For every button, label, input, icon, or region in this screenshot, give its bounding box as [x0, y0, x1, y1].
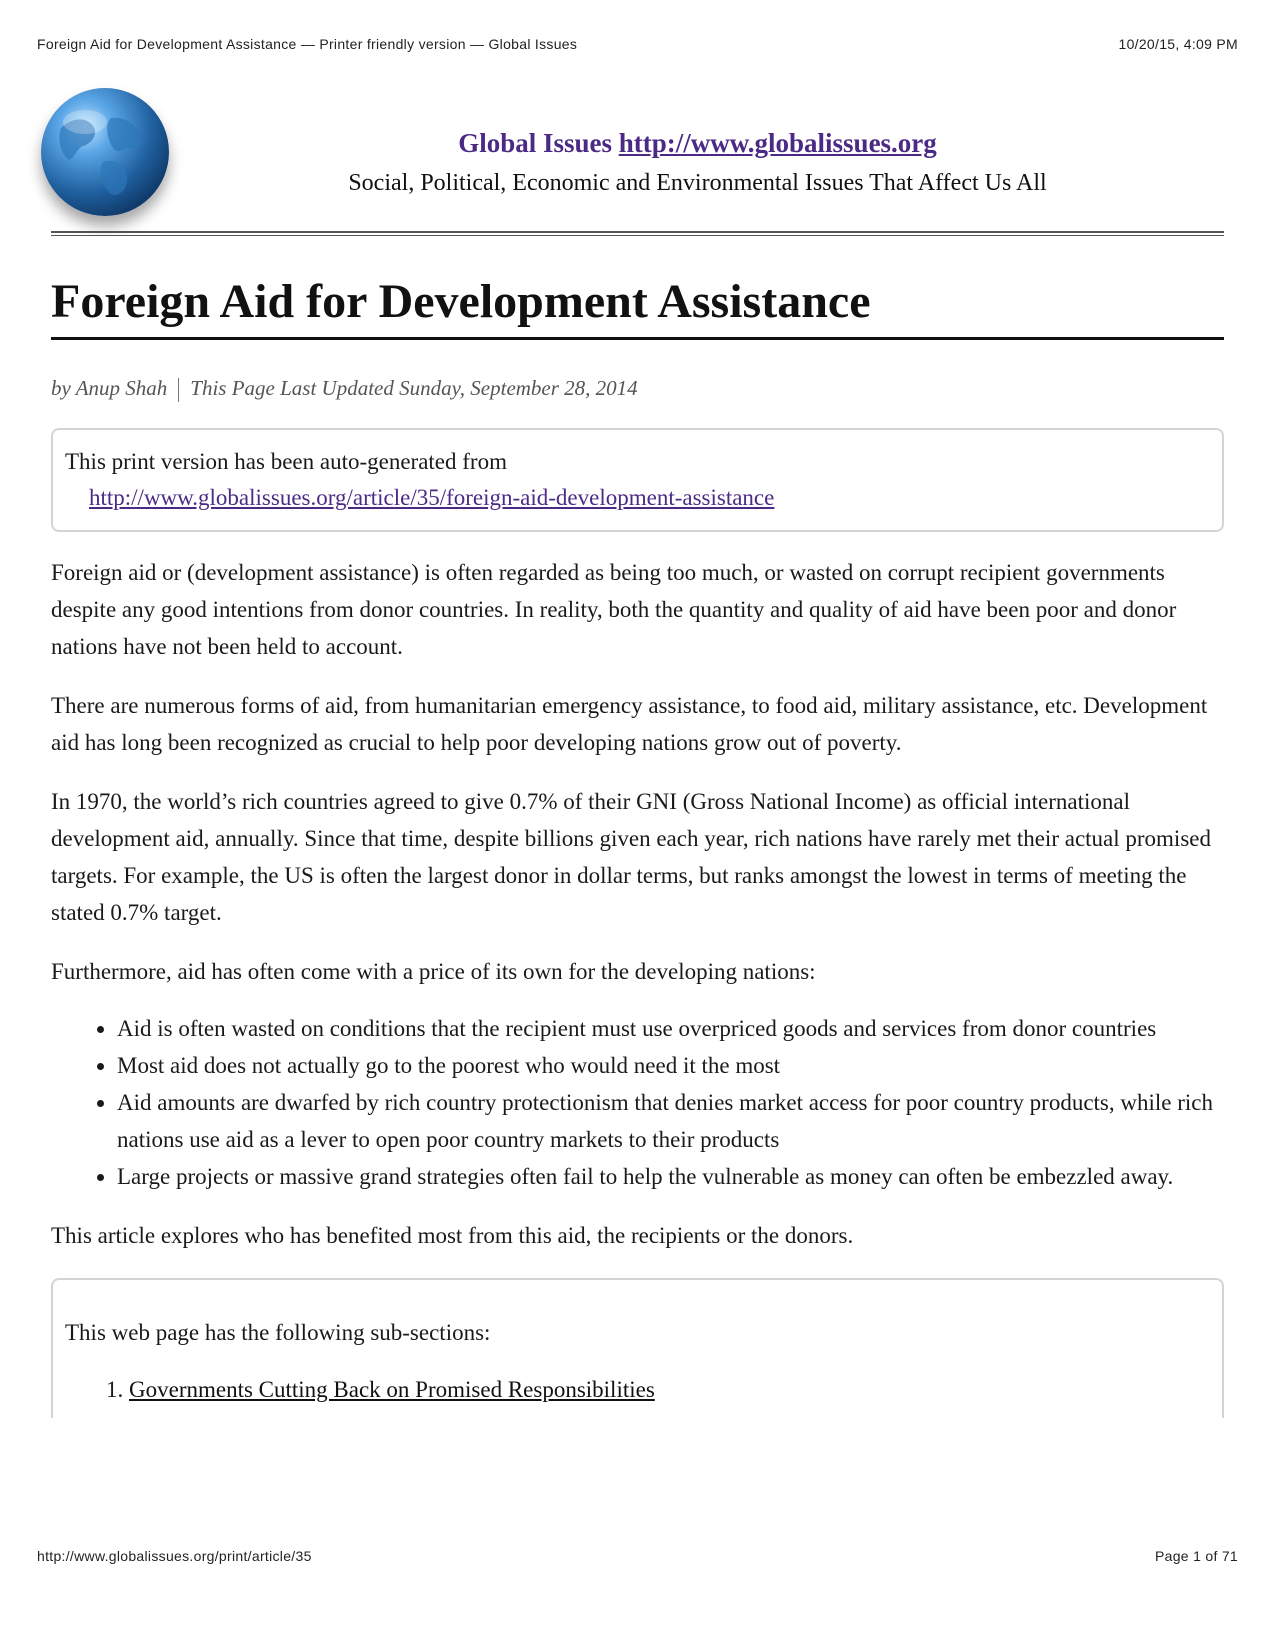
masthead: [51, 86, 1224, 231]
page-title: Foreign Aid for Development Assistance: [51, 274, 1224, 340]
last-updated: This Page Last Updated Sunday, September 28, 2014: [190, 376, 638, 401]
subsections-intro: This web page has the following sub-sections:: [65, 1320, 491, 1346]
paragraph: Foreign aid or (development assistance) is often regarded as being too much, or wasted on corrupt recipient governments despite any good intentions from donor countries. In reality, both the quantity and quality of aid have been poor and donor nations have not been held to account.: [51, 560, 1177, 660]
byline-separator: [178, 378, 179, 402]
masthead-divider: [51, 231, 1224, 236]
article-body: [51, 554, 1224, 1254]
subsections-list: [65, 1371, 1210, 1408]
author: by Anup Shah: [51, 376, 168, 401]
site-name: Global Issues: [458, 128, 612, 158]
paragraph: Furthermore, aid has often come with a price of its own for the developing nations:: [51, 959, 816, 985]
paragraph: This article explores who has benefited most from this aid, the recipients or the donors.: [51, 1223, 854, 1249]
subsections-box: [51, 1278, 1224, 1418]
list-item: • Large projects or massive grand strategies often fail to help the vulnerable as money can often be embezzled away.: [117, 1158, 1224, 1195]
print-header: [37, 36, 1238, 52]
site-title: [51, 128, 1224, 159]
site-url-link[interactable]: http://www.globalissues.org: [618, 128, 937, 158]
site-tagline: Social, Political, Economic and Environmental Issues That Affect Us All: [348, 170, 1047, 196]
paragraph: There are numerous forms of aid, from humanitarian emergency assistance, to food aid, military assistance, etc. Development aid has long been recognized as crucial to help poor developing nations grow out of poverty.: [51, 693, 1208, 756]
print-notice-text: This print version has been auto-generated from: [65, 449, 507, 475]
paragraph: In 1970, the world’s rich countries agreed to give 0.7% of their GNI (Gross National Income) as official international development aid, annually. Since that time, despite billions given each year, rich nations have rarely met their actual promised targets. For example, the US is often the largest donor in dollar terms, but ranks amongst the lowest in terms of meeting the stated 0.7% target.: [51, 789, 1211, 926]
article-source-link[interactable]: http://www.globalissues.org/article/35/foreign-aid-development-assistance: [89, 485, 775, 511]
page-number: Page 1 of 71: [1155, 1548, 1238, 1564]
subsection-item: [129, 1371, 1210, 1408]
aid-issues-list: [51, 1010, 1224, 1195]
list-item: • Aid amounts are dwarfed by rich country protectionism that denies market access for poor country products, while rich nations use aid as a lever to open poor country markets to their products: [117, 1084, 1224, 1158]
print-header-timestamp: 10/20/15, 4:09 PM: [1118, 36, 1238, 52]
print-footer-url: http://www.globalissues.org/print/article/35: [37, 1548, 312, 1564]
subsection-link[interactable]: Governments Cutting Back on Promised Responsibilities: [129, 1377, 655, 1403]
list-item: • Aid is often wasted on conditions that the recipient must use overpriced goods and services from donor countries: [117, 1010, 1224, 1047]
list-item: • Most aid does not actually go to the poorest who would need it the most: [117, 1047, 1224, 1084]
print-notice: [51, 428, 1224, 532]
print-footer: [37, 1548, 1238, 1564]
print-header-title: Foreign Aid for Development Assistance — Printer friendly version — Global Issues: [37, 36, 578, 52]
byline: [51, 376, 1224, 402]
page-content: [51, 86, 1224, 1418]
